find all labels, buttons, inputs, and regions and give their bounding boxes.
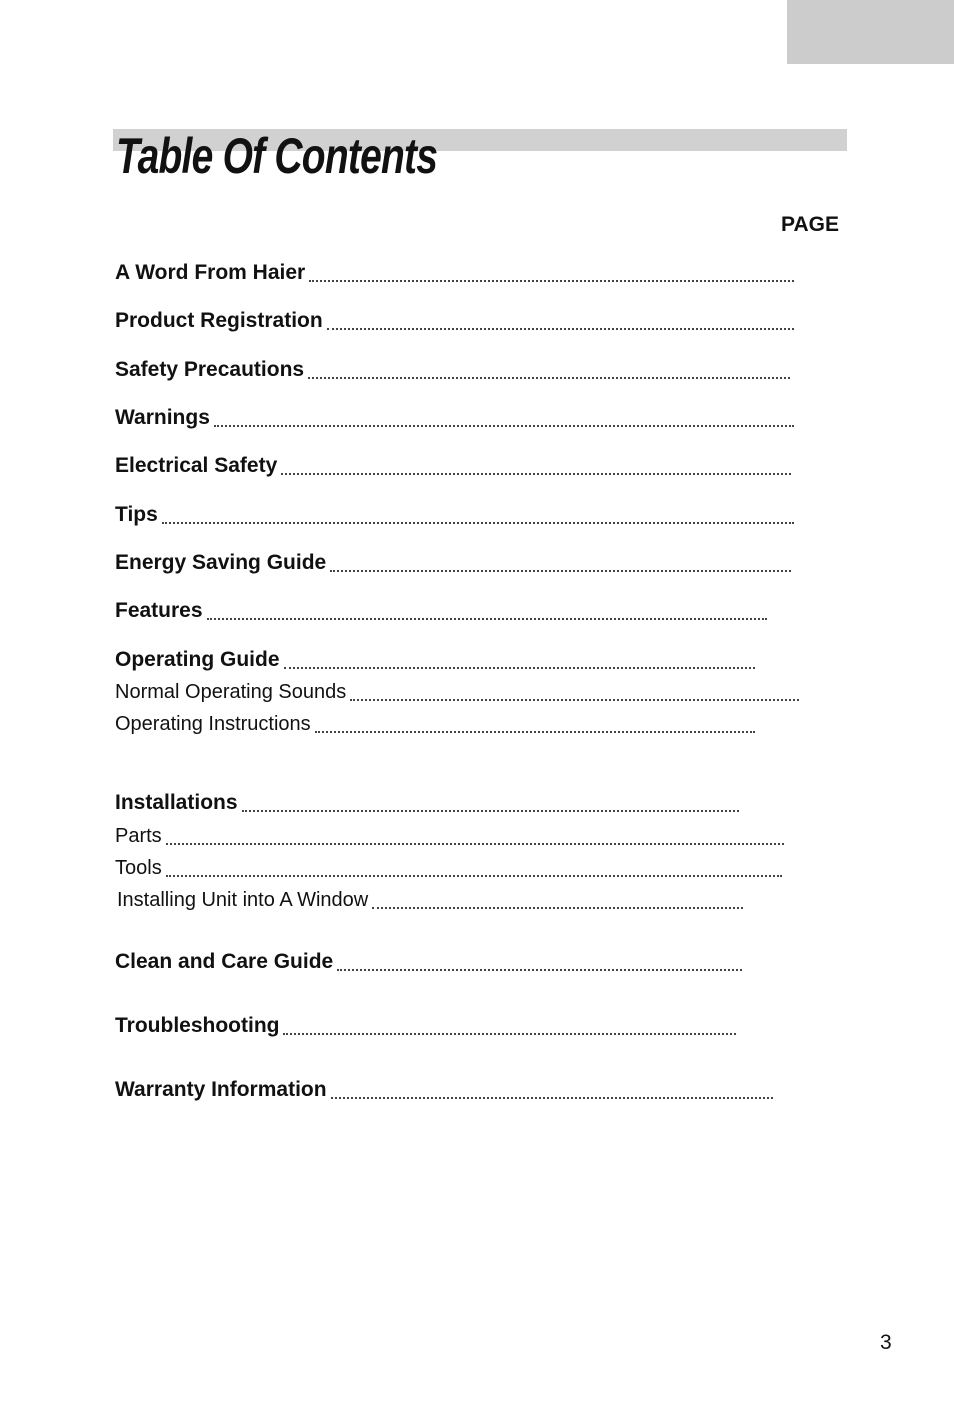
toc-label: Warranty Information [115,1078,327,1101]
toc-label: Warnings [115,406,210,429]
toc-entry-normal-operating-sounds[interactable] [115,677,799,707]
toc-entry-parts[interactable] [115,821,784,851]
dot-leader [214,425,794,427]
toc-label: Electrical Safety [115,454,278,477]
toc-label: Product Registration [115,309,323,332]
dot-leader [166,843,784,845]
page-number: 3 [880,1331,892,1354]
toc-entry-troubleshooting[interactable] [115,1011,736,1041]
toc-entry-installing-unit-into-a-window[interactable] [117,885,743,915]
dot-leader [207,618,767,620]
toc-label: Installations [115,791,238,814]
dot-leader [283,1033,736,1035]
dot-leader [372,907,743,909]
toc-entry-warranty-information[interactable] [115,1075,773,1105]
toc-label: Clean and Care Guide [115,950,334,973]
toc-entry-warnings[interactable] [115,403,794,433]
dot-leader [327,328,794,330]
toc-label: Energy Saving Guide [115,551,327,574]
dot-leader [242,810,739,812]
toc-label: Tools [115,857,162,879]
toc-entry-operating-instructions[interactable] [115,709,755,739]
toc-entry-tips[interactable] [115,500,794,530]
page-column-header: PAGE [781,213,839,236]
toc-entry-product-registration[interactable] [115,306,794,336]
dot-leader [330,570,791,572]
toc-label: Tips [115,503,158,526]
toc-entry-tools[interactable] [115,853,782,883]
dot-leader [315,731,755,733]
toc-entry-safety-precautions[interactable] [115,355,790,385]
toc-entry-clean-and-care-guide[interactable] [115,947,742,977]
dot-leader [309,280,794,282]
dot-leader [308,377,790,379]
toc-entry-energy-saving-guide[interactable] [115,548,791,578]
dot-leader [331,1097,773,1099]
corner-tab [787,0,954,64]
dot-leader [337,969,742,971]
toc-entry-installations[interactable] [115,788,739,818]
toc-label: Operating Guide [115,648,280,671]
dot-leader [281,473,791,475]
page-title: Table Of Contents [116,128,438,184]
toc-entry-a-word-from-haier[interactable] [115,258,794,288]
toc-label: Parts [115,825,162,847]
toc-label: A Word From Haier [115,261,306,284]
dot-leader [350,699,799,701]
toc-label: Troubleshooting [115,1014,280,1037]
toc-label: Normal Operating Sounds [115,681,347,703]
toc-entry-operating-guide[interactable] [115,645,755,675]
dot-leader [162,522,794,524]
toc-label: Installing Unit into A Window [117,889,369,911]
toc-entry-electrical-safety[interactable] [115,451,791,481]
dot-leader [284,667,755,669]
toc-label: Safety Precautions [115,358,305,381]
dot-leader [166,875,782,877]
toc-label: Operating Instructions [115,713,311,735]
toc-entry-features[interactable] [115,596,767,626]
toc-label: Features [115,599,203,622]
